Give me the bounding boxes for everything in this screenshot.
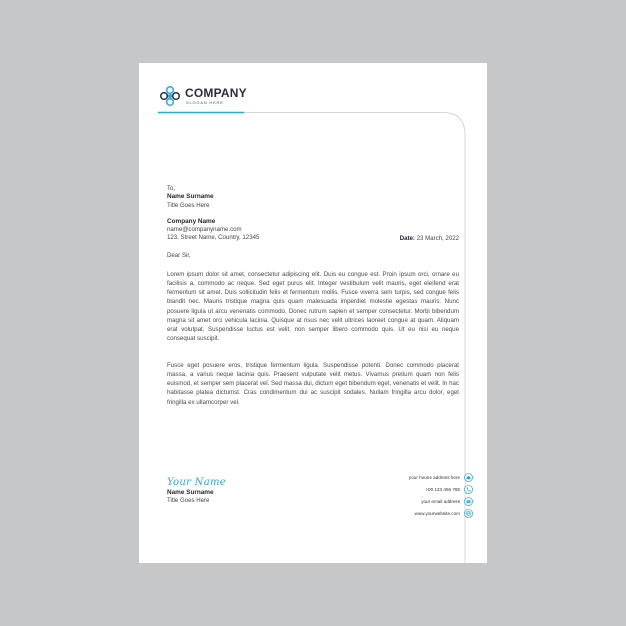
company-slogan: SLOGAN HERE: [186, 100, 224, 105]
signature-block: [167, 477, 226, 504]
body-paragraph-2: Fusce eget posuere eros, tristique fermentum ligula. Suspendisse potenti. Donec commodo placerat massa, a varius neque lacinia quis. Praesent vulputate velit metus. Vivamus pretium quam non felis euismod, et semper sem placerat vel. Sed massa dui, dictum eget bibendum eget, venenatis et velit. In hac habitasse platea dictumst. Cras condimentum dui ac suscipit sodales. Nullam fringilla arcu dolor, eget fringilla ex ullamcorper vel.: [167, 362, 459, 406]
contact-website-text: www.yourwebsite.com: [414, 511, 460, 517]
letterhead-page: [139, 63, 487, 563]
signature-title: Title Goes Here: [167, 497, 210, 504]
sender-company: Company Name: [167, 218, 216, 225]
phone-icon: [464, 485, 473, 494]
company-name: COMPANY: [185, 86, 247, 100]
contact-website: [409, 508, 473, 520]
recipient-block: [167, 185, 214, 210]
body-paragraph-1: Lorem ipsum dolor sit amet, consectetur adipiscing elit. Duis eu congue est. Proin ipsum orci, ornare eu facilisis a, commodo ac neque. Sed eget purus elit. Integer vestibulum velit mauris, eget eleifend erat fermentum sit amet. Duis sollicitudin felis et fermentum mollis. Fusce viverra sem turpis, sed congue felis blandit nec. Mauris tristique magna quis quam malesuada imperdiet molestie egestas mauris. Nunc posuere ligula ut arcu venenatis commodo. Donec rutrum sapien et semper consectetur. Morbi bibendum magna sit amet orci vehicula lacinia. Quisque at risus nec velit ultrices laoreet congue at quam. Aliquam erat volutpat. Suspendisse luctus est velit, non semper libero commodo quis. Ut eu nisi eu neque consequat suscipit.: [167, 271, 459, 343]
email-icon: [464, 497, 473, 506]
globe-icon: [464, 509, 473, 518]
sender-address: 123, Street Name, Country, 12345: [167, 234, 260, 242]
signature-script: Your Name: [167, 477, 226, 488]
greeting: Dear Sir,: [167, 252, 191, 259]
signature-name: Name Surname: [167, 489, 214, 496]
contact-phone-text: +00 123 456 789: [425, 486, 460, 492]
date-label: Date:: [399, 235, 415, 242]
contact-address-text: your houne address here: [408, 474, 460, 480]
to-label: To,: [167, 185, 176, 192]
contact-list: [409, 471, 473, 520]
recipient-title: Title Goes Here: [167, 201, 210, 209]
recipient-name: Name Surname: [167, 193, 214, 201]
contact-email: [409, 495, 473, 507]
sender-email: name@companyname.com: [167, 226, 242, 234]
flower-logo-icon: [159, 85, 181, 107]
company-logo: [159, 84, 247, 108]
contact-email-text: your email address: [421, 498, 460, 504]
contact-phone: [409, 483, 473, 495]
date-value: 23 March, 2022: [416, 235, 459, 242]
contact-address: [409, 471, 473, 483]
letter-date: [400, 235, 459, 242]
sender-block: [167, 218, 259, 243]
home-icon: [464, 473, 473, 482]
